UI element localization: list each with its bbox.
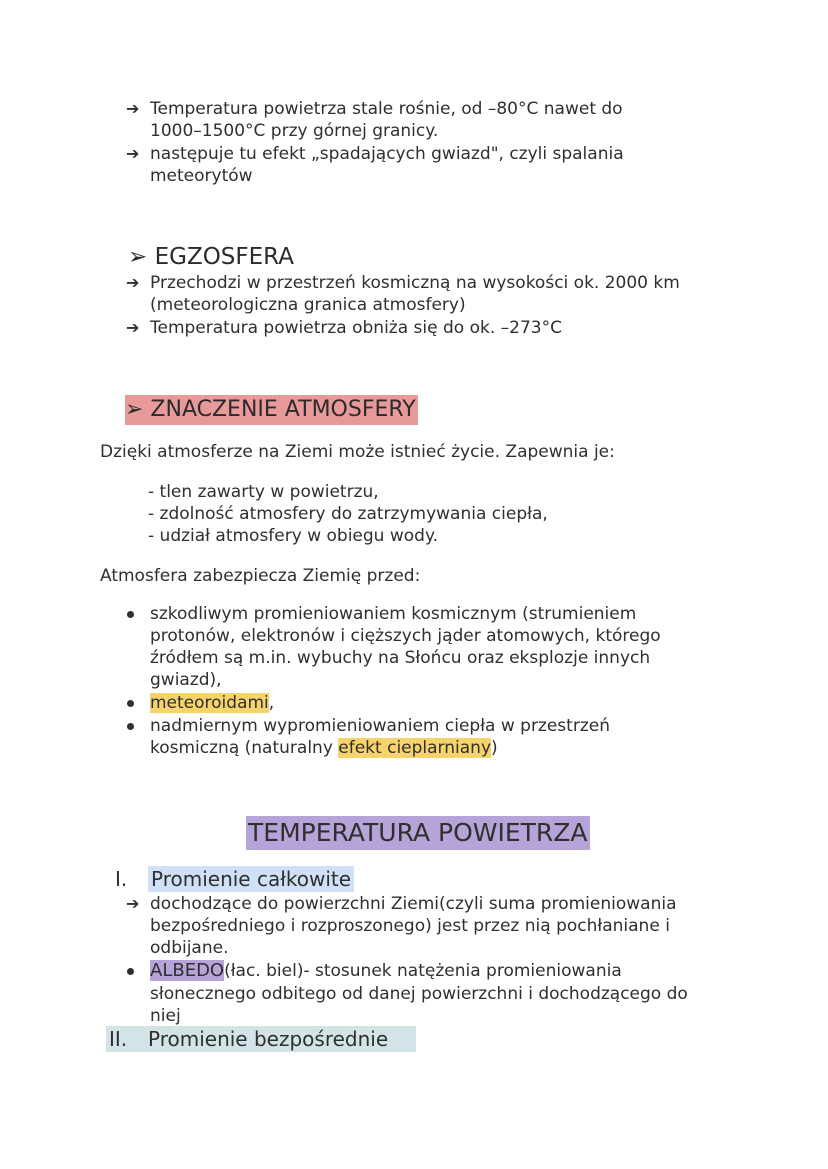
bullet-text: gwiazd), <box>150 670 222 690</box>
bullet-text: niej <box>150 1006 181 1026</box>
bullet-text: 1000–1500°C przy górnej granicy. <box>150 121 439 141</box>
bullet-text: słonecznego odbitego od danej powierzchni i dochodzącego do <box>150 984 688 1004</box>
text-fragment: kosmiczną (naturalny <box>150 738 339 758</box>
bullet-text: Temperatura powietrza stale rośnie, od –80°C nawet do <box>150 99 623 119</box>
bullet-text: bezpośredniego i rozproszonego) jest przez nią pochłaniane i <box>150 916 670 936</box>
bullet-dot-icon <box>127 611 134 618</box>
bullet-text: Przechodzi w przestrzeń kosmiczną na wysokości ok. 2000 km <box>150 273 680 293</box>
bullet-text <box>150 960 622 982</box>
arrow-icon: ➔ <box>126 99 140 118</box>
subheading-promienie-calkowite: Promienie całkowite <box>148 866 354 892</box>
bullet-dot-icon <box>127 700 134 707</box>
list-item: - zdolność atmosfery do zatrzymywania ciepła, <box>148 504 548 524</box>
heading-egzosfera: ➢ EGZOSFERA <box>128 244 294 270</box>
highlight-albedo: ALBEDO <box>150 960 225 981</box>
paragraph-intro: Dzięki atmosferze na Ziemi może istnieć życie. Zapewnia je: <box>100 442 615 462</box>
bullet-text: odbijane. <box>150 938 229 958</box>
bullet-text: szkodliwym promieniowaniem kosmicznym (strumieniem <box>150 604 637 624</box>
arrow-icon: ➔ <box>126 894 140 913</box>
numeral-ii: II. <box>109 1027 128 1051</box>
bullet-text: dochodzące do powierzchni Ziemi(czyli suma promieniowania <box>150 894 677 914</box>
highlight-meteoroidami: meteoroidami <box>150 693 269 713</box>
bullet-text: Temperatura powietrza obniża się do ok. –273°C <box>150 318 562 338</box>
bullet-text: nadmiernym wypromieniowaniem ciepła w przestrzeń <box>150 716 610 736</box>
bullet-text: źródłem są m.in. wybuchy na Słońcu oraz eksplozje innych <box>150 648 651 668</box>
bullet-text <box>150 737 498 759</box>
subheading-label: Promienie bezpośrednie <box>148 1027 389 1051</box>
text-fragment: (łac. biel)- stosunek natężenia promieniowania <box>224 961 622 981</box>
bullet-text <box>150 692 274 714</box>
bullet-text: protonów, elektronów i cięższych jąder atomowych, którego <box>150 626 661 646</box>
heading-znaczenie-atmosfery: ➢ ZNACZENIE ATMOSFERY <box>125 395 418 425</box>
list-item: - tlen zawarty w powietrzu, <box>148 482 379 502</box>
arrow-icon: ➔ <box>126 273 140 292</box>
arrow-icon: ➔ <box>126 318 140 337</box>
text-fragment: ) <box>491 738 498 758</box>
punctuation: , <box>268 693 275 713</box>
bullet-text: (meteorologiczna granica atmosfery) <box>150 295 466 315</box>
subheading-promienie-bezposrednie <box>106 1026 416 1052</box>
list-item: - udział atmosfery w obiegu wody. <box>148 526 438 546</box>
heading-temperatura-powietrza: TEMPERATURA POWIETRZA <box>246 816 590 850</box>
bullet-text: następuje tu efekt „spadających gwiazd", czyli spalania <box>150 144 624 164</box>
bullet-dot-icon <box>127 723 134 730</box>
highlight-efekt-cieplarniany: efekt cieplarniany <box>338 738 491 758</box>
bullet-text: meteorytów <box>150 166 253 186</box>
paragraph-protect-intro: Atmosfera zabezpiecza Ziemię przed: <box>100 566 421 586</box>
bullet-dot-icon <box>127 968 134 975</box>
arrow-icon: ➔ <box>126 144 140 163</box>
numeral-i: I. <box>115 867 128 891</box>
